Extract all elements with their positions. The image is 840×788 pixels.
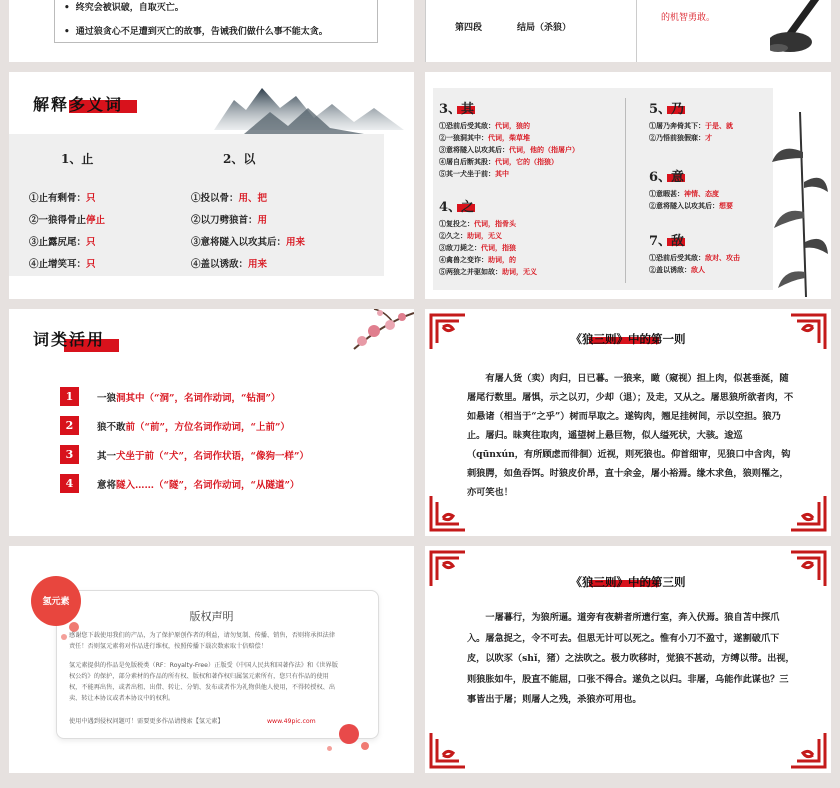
column-title-1: 1、止 [61,152,94,166]
definition-row [649,132,712,143]
answer-text: 代词，指骨头 [474,219,516,228]
definition-row [29,212,105,226]
answer-text: 坐于前（ [125,451,164,462]
question-text: ④盖以诱敌： [191,259,249,270]
answer-text: （ [135,422,145,433]
definition-row [439,168,509,179]
stage-text: 结局（杀狼） [517,23,572,33]
number-badge: 1 [60,387,79,406]
copyright-paragraph-2: 氢元素提供的作品是免版税类（RF：Royalty-Free）正版受《中国人民共和国著作法》和《世界版权公约》的保护，部分素材的作品的所有权、版权和著作权归属氢元素所有，您只有作品的使用权，不能再出售，或者出租、出借、转让、分销、发布或者作为礼物供他人使用，不得转授权、出卖、转让本协议或者本协议中的权利。 [69,662,338,702]
definition-row [439,144,579,155]
bamboo-ink-icon [770,112,830,297]
definition-row [439,254,516,265]
usage-row [97,477,299,491]
slide-thumbnail-1[interactable] [9,0,414,62]
passage-title: 《狼三则》中的第三则 [570,575,686,589]
usage-row [97,419,290,433]
slide-thumbnail-7[interactable] [9,546,414,773]
answer-text: ） [289,480,300,491]
question-text: ②乃悟前狼假寐： [649,133,705,142]
answer-text: ） [280,422,290,433]
question-text: ①恐前后受其敌： [439,121,495,130]
question-text: ②以刀劈狼首： [191,215,258,226]
definition-row [29,256,96,270]
answer-text: 助词，无义 [467,231,502,240]
answer-text: 代词，柴草堆 [488,133,530,142]
decor-dot [339,724,359,744]
definition-row [649,252,740,263]
summary-bullet: • 通过狼贪心不足遭到灭亡的故事，告诫我们做什么事不能太贪。 [64,24,328,37]
slide-thumbnail-4[interactable] [425,72,831,299]
slide-title: 解释多义词 [33,95,124,114]
answer-text: 敌对、攻击 [705,253,740,262]
answer-text: 停止 [86,215,106,226]
question-text: ②一狼得骨止 [29,215,87,226]
answer-text: 才 [705,133,712,142]
answer-text: ） [299,451,309,462]
question-text: ②久之： [439,231,467,240]
corner-ornament-icon [429,731,467,769]
column-title-2: 2、以 [223,152,256,166]
group-title: 5、乃 [649,102,685,117]
corner-ornament-icon [789,731,827,769]
definition-row [439,132,530,143]
answer-text: “犬”，名词作状语，“像狗一样” [163,451,300,462]
question-text: 其一 [97,451,117,462]
answer-text: 代词，指狼 [481,243,516,252]
answer-text: “洞”，名词作动词，“钻洞” [154,393,271,404]
question-text: ①投以骨： [191,193,239,204]
answer-text: 敌人 [691,265,705,274]
answer-text: 只 [86,237,96,248]
passage-title: 《狼三则》中的第一则 [570,332,686,346]
mountain-ink-icon [204,78,414,138]
answer-text: 犬 [116,451,126,462]
passage-text: 一屠暮行，为狼所逼。道旁有夜耕者所遗行室，奔入伏焉。狼自苫中探爪入。屠急捉之，令不可去。但思无计可以死之。惟有小刀不盈寸，遂割破爪下皮，以吹豕（shǐ，猪）之法吹之。极力吹移时，觉狼不甚动，方缚以带。出视，则狼胀如牛，股直不能屈，口张不得合。遂负之以归。非屠，乌能作此谋也？三事皆出于屠；则屠人之残，杀狼亦可用也。 [467,612,795,705]
definition-row [29,234,96,248]
question-text: ③止露尻尾： [29,237,87,248]
answer-text: “隧”，名词作动词，“从隧道” [163,480,290,491]
brush-ink-icon [770,0,830,62]
number-badge: 2 [60,416,79,435]
plum-blossom-icon [344,309,414,357]
question-text: ⑤两狼之并驱如故： [439,267,502,276]
question-text: ④屠自后断其股： [439,157,495,166]
question-text: ①屠乃奔倚其下： [649,121,705,130]
answer-text: 用、把 [238,193,268,204]
question-text: ④止增笑耳： [29,259,87,270]
answer-text: 于是、就 [705,121,733,130]
copyright-title: 版权声明 [189,610,234,623]
question-text: ②一狼洞其中： [439,133,488,142]
group-title: 6、意 [649,170,685,185]
answer-text: ） [270,393,281,404]
corner-ornament-icon [429,494,467,532]
question-text: ②盖以诱敌： [649,265,691,274]
answer-text: 用 [257,215,268,226]
answer-text: 只 [86,259,96,270]
usage-row [97,390,280,404]
brand-name: 氢元素 [42,597,70,607]
answer-text: 代词，他的（指屠户） [509,145,579,154]
answer-text: 其中（ [125,393,155,404]
number-badge: 3 [60,445,79,464]
answer-text: 代词，它的（指狼） [495,157,558,166]
definition-row [29,190,96,204]
question-text: ②意将隧入以攻其后： [649,201,719,210]
number-badge: 4 [60,474,79,493]
question-text: ①恐前后受其敌： [649,253,705,262]
answer-text: “前”，方位名词作动词，“上前” [144,422,281,433]
definition-row [439,242,516,253]
group-title: 3、其 [439,102,475,117]
passage-text: 有屠人货（卖）肉归，日已暮。一狼来，瞰（窥视）担上肉，似甚垂涎，随屠尾行数里。屠惧，示之以刃，少却（退）；及走，又从之。屠思狼所欲者肉，不如悬诸（相当于“之乎”）树而早取之。遂钩肉，翘足挂树间，示以空担。狼乃止。屠归。昧爽往取肉，遥望树上悬巨物，似人缢死状，大骇。逡巡（qūnxún，有所顾虑而徘徊）近视，则死狼也。仰首细审，见狼口中含肉，钩刺狼腭，如鱼吞饵。时狼皮价昂，直十余金，屠小裕焉。缘木求鱼，狼则罹之，亦可笑也！ [467,373,794,498]
slide-thumbnail-2[interactable] [425,0,831,62]
answer-text: 洞 [116,393,126,404]
answer-text: 用来 [248,259,268,270]
definition-row [649,200,733,211]
question-text: ④禽兽之变诈： [439,255,488,264]
question-text: ①止有剩骨： [29,193,87,204]
question-text: ③意将隧入以攻其后： [191,237,287,248]
decor-dot [61,634,67,640]
divider [625,98,626,283]
text-line: • 终究会被识破，自取灭亡。 [64,0,184,13]
answer-text: 助词，的 [488,255,516,264]
answer-text: 想要 [719,201,733,210]
slide-thumbnail-6[interactable] [425,309,831,536]
question-text: 一狼 [97,393,117,404]
copyright-paragraph-1: 感谢您下载使用我们的产品，为了保护原创作者的利益，请勿复制、传播、销售，否则将承担法律责任！否则氢元素将对作品进行维权，按照传播下载次数索取十倍赔偿！ [69,632,336,650]
answer-text: 用来 [286,237,306,248]
answer-text: 隧 [116,480,126,491]
slide-thumbnail-5[interactable] [9,309,414,536]
definition-row [649,120,733,131]
definition-row [439,120,530,131]
question-text: 意将 [97,480,117,491]
question-text: ③意将隧入以攻其后： [439,145,509,154]
answer-text: 前 [125,422,136,433]
answer-text: 神情、态度 [684,189,719,198]
group-title: 7、敌 [649,234,685,249]
slide-thumbnail-3[interactable] [9,72,414,299]
answer-text: 入……（ [125,480,164,491]
copyright-footer: 使用中遇到侵权问题可！需要更多作品请搜索【氢元素】 [69,718,224,725]
decor-dot [361,742,369,750]
definition-row [191,234,305,248]
group-title: 4、之 [439,200,475,215]
note-text: 的机智勇敢。 [661,13,716,23]
definition-row [191,212,267,226]
answer-text: 其中 [495,169,509,178]
slide-thumbnail-8[interactable] [425,546,831,773]
definition-row [439,218,516,229]
answer-text: 只 [86,193,96,204]
question-text: ①复投之： [439,219,474,228]
definition-row [649,264,705,275]
slide-title: 词类活用 [33,330,106,349]
usage-row [97,448,309,462]
definition-row [649,188,719,199]
answer-text: 助词，无义 [502,267,537,276]
question-text: ③敌刀毙之： [439,243,481,252]
decor-dot [327,746,332,751]
stage-label: 第四段 [455,23,483,33]
question-text: ⑤其一犬坐于前： [439,169,495,178]
definition-row [439,230,502,241]
definition-row [439,156,558,167]
definition-row [191,256,267,270]
definition-row [191,190,267,204]
definition-row [439,266,537,277]
question-text: ①意暇甚： [649,189,684,198]
question-text: 狼不敢 [97,422,126,433]
website-link[interactable]: www.49pic.com [267,718,316,725]
answer-text: 代词，狼的 [495,121,530,130]
